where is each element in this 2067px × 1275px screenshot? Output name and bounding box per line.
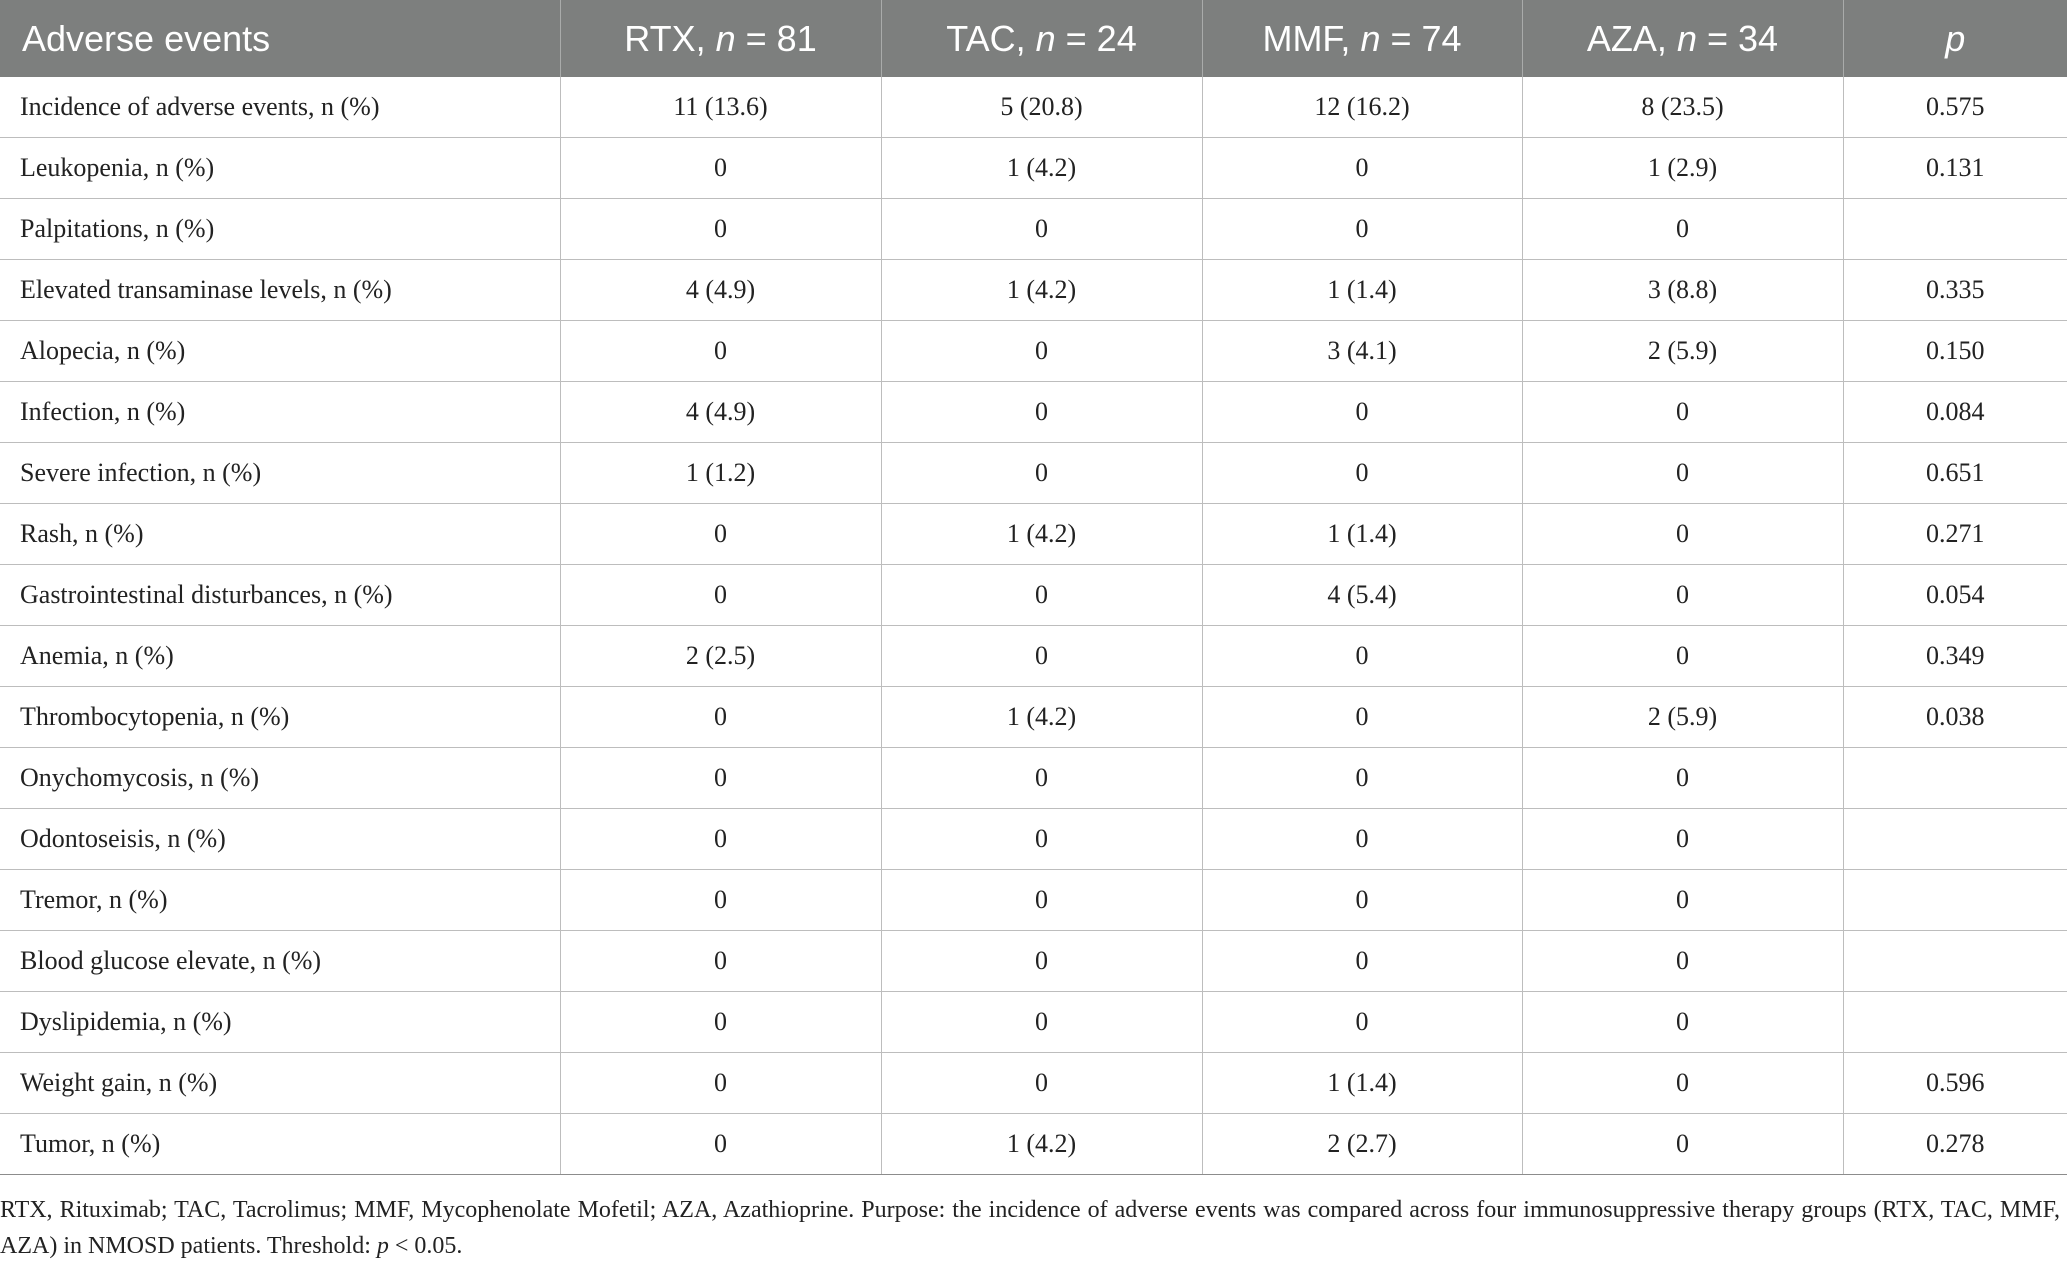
cell-tac: 0 [881, 565, 1202, 626]
cell-event: Blood glucose elevate, n (%) [0, 931, 560, 992]
table-footnote [0, 1192, 2060, 1264]
cell-rtx: 4 (4.9) [560, 382, 881, 443]
header-n-symbol: n [1035, 17, 1056, 59]
header-n-symbol: n [715, 17, 736, 59]
table-row [0, 687, 2067, 748]
footnote-p-symbol: p [376, 1233, 389, 1259]
header-label: RTX, [624, 17, 716, 59]
cell-aza: 2 (5.9) [1522, 321, 1843, 382]
cell-p-value: 0.596 [1843, 1053, 2067, 1114]
cell-event: Gastrointestinal disturbances, n (%) [0, 565, 560, 626]
cell-mmf: 0 [1202, 687, 1522, 748]
cell-tac: 0 [881, 748, 1202, 809]
table-body [0, 77, 2067, 1175]
header-count: = 24 [1055, 17, 1137, 59]
cell-mmf: 0 [1202, 809, 1522, 870]
header-count: = 74 [1380, 17, 1462, 59]
cell-tac: 5 (20.8) [881, 77, 1202, 138]
cell-mmf: 0 [1202, 199, 1522, 260]
header-n-symbol: n [1360, 17, 1381, 59]
cell-p-value: 0.054 [1843, 565, 2067, 626]
cell-tac: 0 [881, 199, 1202, 260]
cell-aza: 0 [1522, 1114, 1843, 1175]
table-row [0, 809, 2067, 870]
cell-event: Weight gain, n (%) [0, 1053, 560, 1114]
cell-tac: 0 [881, 321, 1202, 382]
table-row [0, 931, 2067, 992]
cell-aza: 8 (23.5) [1522, 77, 1843, 138]
table-row [0, 870, 2067, 931]
header-n-symbol: p [1945, 17, 1966, 59]
cell-p-value: 0.349 [1843, 626, 2067, 687]
header-label: TAC, [946, 17, 1036, 59]
cell-p-value: 0.271 [1843, 504, 2067, 565]
cell-rtx: 0 [560, 809, 881, 870]
cell-p-value [1843, 809, 2067, 870]
header-tac [881, 0, 1202, 77]
cell-tac: 0 [881, 992, 1202, 1053]
table-row [0, 199, 2067, 260]
cell-aza: 0 [1522, 931, 1843, 992]
table-row [0, 443, 2067, 504]
cell-p-value: 0.131 [1843, 138, 2067, 199]
header-p [1843, 0, 2067, 77]
cell-mmf: 1 (1.4) [1202, 1053, 1522, 1114]
cell-aza: 0 [1522, 199, 1843, 260]
cell-event: Odontoseisis, n (%) [0, 809, 560, 870]
cell-rtx: 0 [560, 748, 881, 809]
cell-mmf: 1 (1.4) [1202, 504, 1522, 565]
header-aza [1522, 0, 1843, 77]
cell-mmf: 0 [1202, 626, 1522, 687]
header-count: = 34 [1696, 17, 1779, 59]
cell-aza: 1 (2.9) [1522, 138, 1843, 199]
cell-p-value [1843, 870, 2067, 931]
cell-event: Rash, n (%) [0, 504, 560, 565]
cell-event: Onychomycosis, n (%) [0, 748, 560, 809]
cell-rtx: 0 [560, 138, 881, 199]
cell-rtx: 0 [560, 1114, 881, 1175]
table-row [0, 1053, 2067, 1114]
cell-tac: 1 (4.2) [881, 260, 1202, 321]
header-rtx [560, 0, 881, 77]
cell-event: Severe infection, n (%) [0, 443, 560, 504]
cell-p-value: 0.335 [1843, 260, 2067, 321]
cell-p-value: 0.038 [1843, 687, 2067, 748]
cell-rtx: 0 [560, 992, 881, 1053]
cell-event: Incidence of adverse events, n (%) [0, 77, 560, 138]
cell-mmf: 0 [1202, 992, 1522, 1053]
header-label: AZA, [1586, 17, 1677, 59]
cell-event: Infection, n (%) [0, 382, 560, 443]
table-row [0, 1114, 2067, 1175]
cell-p-value [1843, 931, 2067, 992]
table-row [0, 748, 2067, 809]
cell-p-value: 0.651 [1843, 443, 2067, 504]
cell-tac: 0 [881, 870, 1202, 931]
cell-aza: 0 [1522, 992, 1843, 1053]
cell-tac: 0 [881, 1053, 1202, 1114]
cell-rtx: 0 [560, 504, 881, 565]
header-count: = 81 [735, 17, 817, 59]
table-row [0, 321, 2067, 382]
cell-tac: 0 [881, 443, 1202, 504]
cell-p-value: 0.084 [1843, 382, 2067, 443]
cell-rtx: 0 [560, 870, 881, 931]
cell-aza: 3 (8.8) [1522, 260, 1843, 321]
cell-aza: 0 [1522, 809, 1843, 870]
cell-p-value [1843, 748, 2067, 809]
cell-mmf: 12 (16.2) [1202, 77, 1522, 138]
cell-mmf: 4 (5.4) [1202, 565, 1522, 626]
cell-event: Leukopenia, n (%) [0, 138, 560, 199]
cell-aza: 0 [1522, 1053, 1843, 1114]
header-n-symbol: n [1676, 17, 1697, 59]
cell-event: Anemia, n (%) [0, 626, 560, 687]
table-row [0, 565, 2067, 626]
cell-aza: 0 [1522, 626, 1843, 687]
cell-aza: 0 [1522, 748, 1843, 809]
cell-rtx: 2 (2.5) [560, 626, 881, 687]
cell-rtx: 0 [560, 931, 881, 992]
cell-event: Palpitations, n (%) [0, 199, 560, 260]
cell-p-value: 0.575 [1843, 77, 2067, 138]
cell-tac: 0 [881, 382, 1202, 443]
cell-rtx: 0 [560, 321, 881, 382]
cell-tac: 1 (4.2) [881, 1114, 1202, 1175]
cell-p-value: 0.150 [1843, 321, 2067, 382]
cell-event: Tumor, n (%) [0, 1114, 560, 1175]
cell-mmf: 3 (4.1) [1202, 321, 1522, 382]
table-row [0, 77, 2067, 138]
cell-rtx: 0 [560, 199, 881, 260]
cell-aza: 0 [1522, 504, 1843, 565]
cell-rtx: 0 [560, 1053, 881, 1114]
cell-tac: 0 [881, 626, 1202, 687]
cell-event: Alopecia, n (%) [0, 321, 560, 382]
cell-rtx: 11 (13.6) [560, 77, 881, 138]
cell-p-value [1843, 199, 2067, 260]
cell-mmf: 1 (1.4) [1202, 260, 1522, 321]
cell-rtx: 0 [560, 565, 881, 626]
cell-event: Thrombocytopenia, n (%) [0, 687, 560, 748]
cell-rtx: 0 [560, 687, 881, 748]
cell-aza: 0 [1522, 382, 1843, 443]
table-row [0, 382, 2067, 443]
table-header [0, 0, 2067, 77]
header-adverse-events [0, 0, 560, 77]
cell-aza: 0 [1522, 565, 1843, 626]
cell-p-value: 0.278 [1843, 1114, 2067, 1175]
cell-mmf: 0 [1202, 138, 1522, 199]
header-mmf [1202, 0, 1522, 77]
table-row [0, 504, 2067, 565]
cell-tac: 0 [881, 809, 1202, 870]
table-row [0, 992, 2067, 1053]
cell-mmf: 0 [1202, 931, 1522, 992]
cell-mmf: 0 [1202, 382, 1522, 443]
cell-event: Dyslipidemia, n (%) [0, 992, 560, 1053]
cell-rtx: 1 (1.2) [560, 443, 881, 504]
cell-mmf: 2 (2.7) [1202, 1114, 1522, 1175]
footnote-text-before: RTX, Rituximab; TAC, Tacrolimus; MMF, Mycophenolate Mofetil; AZA, Azathioprine. Purpose: the incidence of adverse events was compared across four immunosuppressive therapy groups (RTX, TAC, MMF, AZA) in NMOSD patients. Threshold: [0, 1197, 2060, 1259]
cell-mmf: 0 [1202, 748, 1522, 809]
cell-tac: 1 (4.2) [881, 687, 1202, 748]
cell-event: Elevated transaminase levels, n (%) [0, 260, 560, 321]
cell-tac: 1 (4.2) [881, 138, 1202, 199]
cell-aza: 0 [1522, 443, 1843, 504]
footnote-text-after: < 0.05. [388, 1233, 463, 1259]
table-row [0, 626, 2067, 687]
cell-aza: 2 (5.9) [1522, 687, 1843, 748]
cell-event: Tremor, n (%) [0, 870, 560, 931]
cell-mmf: 0 [1202, 870, 1522, 931]
table-row [0, 260, 2067, 321]
header-label: MMF, [1262, 17, 1361, 59]
cell-p-value [1843, 992, 2067, 1053]
cell-tac: 1 (4.2) [881, 504, 1202, 565]
cell-aza: 0 [1522, 870, 1843, 931]
table-row [0, 138, 2067, 199]
cell-rtx: 4 (4.9) [560, 260, 881, 321]
header-label: Adverse events [22, 17, 271, 59]
cell-tac: 0 [881, 931, 1202, 992]
header-row [0, 0, 2067, 77]
cell-mmf: 0 [1202, 443, 1522, 504]
